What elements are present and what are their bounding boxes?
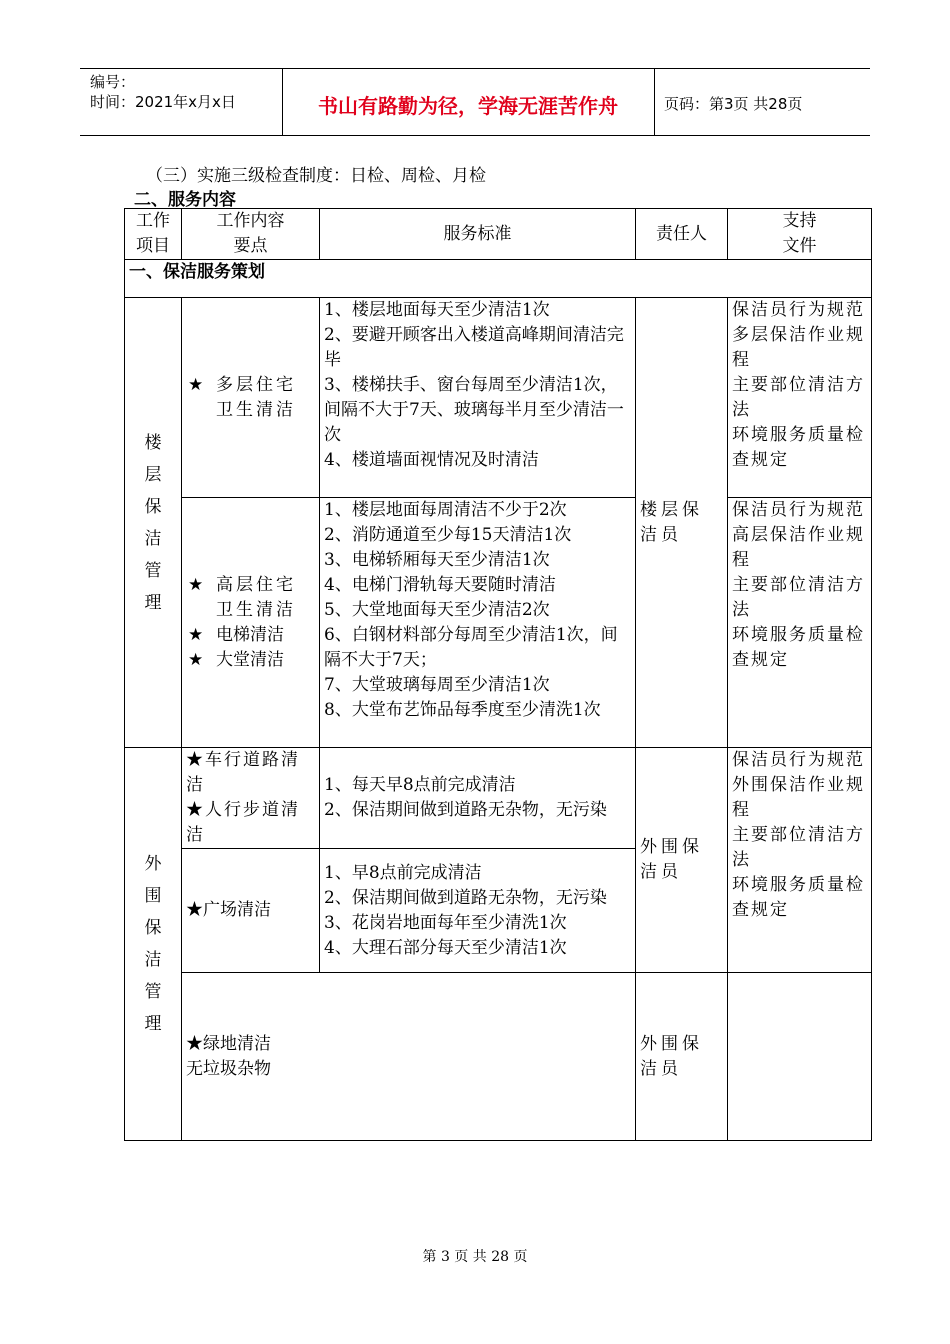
- category-char: 保: [144, 496, 162, 517]
- docs-cell: [728, 748, 872, 973]
- docs-cell: [728, 498, 872, 748]
- doc-item: 保洁员行为规范: [732, 300, 865, 320]
- work-points-cell: [182, 298, 320, 498]
- section-title: 二、服务内容: [134, 190, 236, 210]
- header-work-item-line2: 项目: [136, 236, 170, 256]
- work-point: [188, 573, 315, 623]
- responsible-text: 外围保洁员: [640, 837, 703, 882]
- standards-cell: [320, 298, 636, 498]
- table-row: [125, 973, 872, 1141]
- category-outer-cleaning: [125, 748, 182, 1141]
- doc-item: 高层保洁作业规程: [732, 525, 865, 570]
- standards-cell: [320, 498, 636, 748]
- work-point-text: 电梯清洁: [216, 624, 284, 645]
- standard-item: 1、每天早8点前完成清洁: [324, 775, 516, 795]
- work-point-text: 大堂清洁: [216, 649, 284, 670]
- service-content-table: [124, 208, 872, 1141]
- doc-item: 外围保洁作业规程: [732, 775, 865, 820]
- header-top-rule: [80, 68, 870, 69]
- category-char: 理: [144, 1014, 162, 1034]
- work-points-cell: [182, 748, 320, 849]
- header-divider-left: [282, 68, 283, 135]
- header-work-points-line1: 工作内容: [216, 211, 285, 231]
- category-char: 楼: [144, 432, 162, 453]
- work-points-cell: [182, 498, 320, 748]
- standard-item: 4、电梯门滑轨每天要随时清洁: [324, 575, 556, 595]
- header-support-docs-line1: 支持: [782, 211, 817, 231]
- standard-item: 3、电梯轿厢每天至少清洁1次: [324, 550, 550, 570]
- category-char: 外: [144, 854, 162, 874]
- header-work-points-line2: 要点: [233, 236, 268, 256]
- standard-item: 8、大堂布艺饰品每季度至少清洗1次: [324, 700, 601, 720]
- doc-item: 保洁员行为规范: [732, 750, 865, 770]
- work-point: [188, 373, 315, 423]
- work-point-text: 高层住宅卫生清洁: [216, 574, 296, 620]
- star-icon: ★: [188, 374, 204, 395]
- header-page-label: 页码：第3页 共28页: [664, 95, 803, 113]
- doc-item: 环境服务质量检查规定: [732, 425, 865, 470]
- standard-item: 1、楼层地面每周清洁不少于2次: [324, 500, 567, 520]
- category-char: 洁: [144, 528, 162, 549]
- header-number-label: 编号：: [90, 73, 136, 91]
- header-work-points: [182, 209, 320, 260]
- section-row: [125, 260, 872, 298]
- standard-item: 2、要避开顾客出入楼道高峰期间清洁完毕: [324, 325, 624, 370]
- category-char: 层: [144, 464, 162, 485]
- header-time-label: 时间：2021年x月x日: [90, 93, 236, 111]
- standard-item: 2、保洁期间做到道路无杂物，无污染: [324, 887, 607, 908]
- category-char: 保: [144, 918, 162, 938]
- header-divider-right: [654, 68, 655, 135]
- header-work-item-line1: 工作: [136, 211, 170, 231]
- doc-item: 保洁员行为规范: [732, 500, 865, 520]
- category-char: 围: [144, 886, 162, 906]
- responsible-cell: [636, 973, 728, 1141]
- header-service-standard: 服务标准: [320, 209, 636, 260]
- header-bottom-rule: [80, 135, 870, 136]
- star-icon: ★: [188, 649, 204, 670]
- work-point-text: 无垃圾杂物: [186, 1058, 271, 1079]
- standards-cell: [320, 748, 636, 849]
- standard-item: 1、早8点前完成清洁: [324, 862, 482, 883]
- table-row: [125, 748, 872, 849]
- doc-item: 多层保洁作业规程: [732, 325, 865, 370]
- docs-cell-empty: [728, 973, 872, 1141]
- header-work-item: [125, 209, 182, 260]
- standard-item: 1、楼层地面每天至少清洁1次: [324, 300, 550, 320]
- header-motto: 书山有路勤为径，学海无涯苦作舟: [318, 94, 618, 118]
- table-row: [125, 298, 872, 498]
- work-points-cell: [182, 973, 636, 1141]
- doc-item: 环境服务质量检查规定: [732, 875, 865, 920]
- work-point-text: ★广场清洁: [186, 900, 271, 920]
- standard-item: 5、大堂地面每天至少清洁2次: [324, 600, 550, 620]
- work-point: [188, 623, 315, 648]
- header-support-docs-line2: 文件: [782, 236, 817, 256]
- standard-item: 2、保洁期间做到道路无杂物，无污染: [324, 800, 607, 820]
- category-char: 管: [144, 982, 162, 1002]
- doc-item: 主要部位清洁方法: [732, 825, 865, 870]
- category-char: 管: [144, 560, 162, 581]
- doc-item: 主要部位清洁方法: [732, 375, 865, 420]
- star-icon: ★: [188, 574, 204, 595]
- category-char: 理: [144, 592, 162, 613]
- work-point-text: ★车行道路清洁: [186, 750, 300, 795]
- responsible-text: 外围保洁员: [640, 1033, 703, 1079]
- header-support-docs: [728, 209, 872, 260]
- docs-cell: [728, 298, 872, 498]
- work-point: [188, 648, 315, 673]
- work-points-cell: [182, 849, 320, 973]
- doc-item: 环境服务质量检查规定: [732, 625, 865, 670]
- star-icon: ★: [188, 624, 204, 645]
- category-floor-cleaning: [125, 298, 182, 748]
- standard-item: 4、楼道墙面视情况及时清洁: [324, 450, 539, 470]
- standard-item: 3、花岗岩地面每年至少清洗1次: [324, 912, 567, 933]
- work-point-text: 多层住宅卫生清洁: [216, 374, 296, 420]
- responsible-cell: [636, 298, 728, 748]
- table-row: [125, 498, 872, 748]
- standard-item: 7、大堂玻璃每周至少清洁1次: [324, 675, 550, 695]
- responsible-cell: [636, 748, 728, 973]
- header-responsible: 责任人: [636, 209, 728, 260]
- standard-item: 3、楼梯扶手、窗台每周至少清洁1次，间隔不大于7天、玻璃每半月至少清洁一次: [324, 375, 624, 445]
- intro-text: （三）实施三级检查制度：日检、周检、月检: [146, 166, 486, 186]
- work-point-text: ★人行步道清洁: [186, 800, 300, 845]
- standard-item: 2、消防通道至少每15天清洁1次: [324, 525, 572, 545]
- page-footer: 第 3 页 共 28 页: [422, 1249, 528, 1265]
- standard-item: 6、白钢材料部分每周至少清洁1次，间隔不大于7天；: [324, 625, 618, 670]
- responsible-text: 楼层保洁员: [640, 499, 703, 545]
- work-point-text: ★绿地清洁: [186, 1033, 271, 1054]
- category-char: 洁: [144, 950, 162, 970]
- standards-cell: [320, 849, 636, 973]
- section-row-title: 一、保洁服务策划: [125, 260, 872, 298]
- table-header-row: [125, 209, 872, 260]
- doc-item: 主要部位清洁方法: [732, 575, 865, 620]
- standard-item: 4、大理石部分每天至少清洁1次: [324, 937, 567, 958]
